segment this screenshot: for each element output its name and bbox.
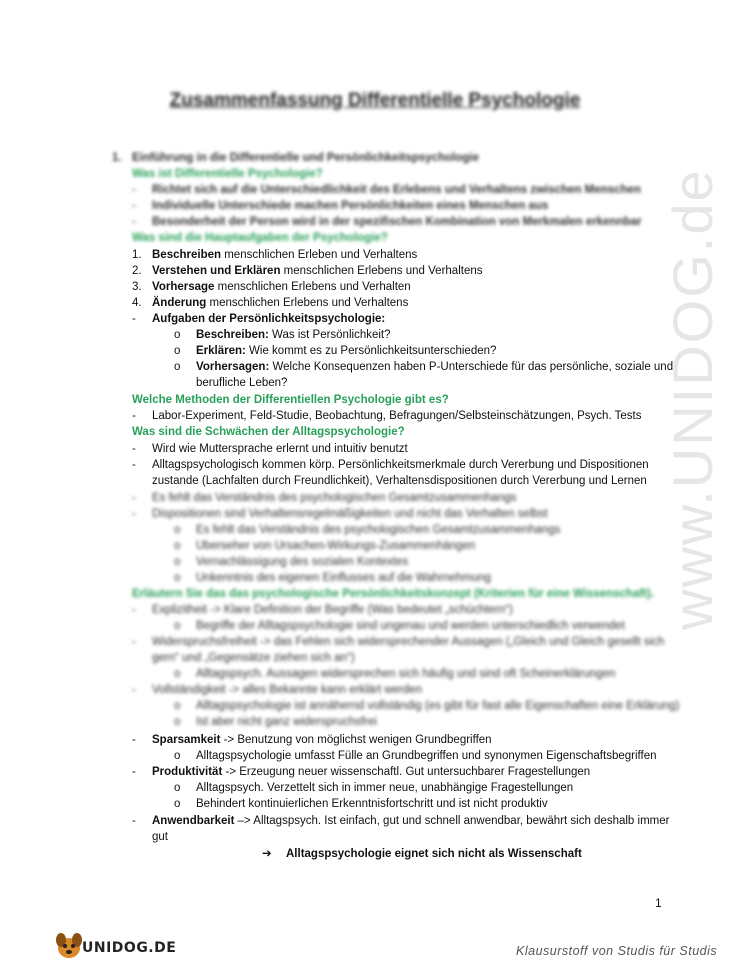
sub-list-item: Alltagspsychologie umfasst Fülle an Grundbegriffen und synonymen Eigenschaftsbegriffen: [196, 750, 657, 762]
bullet-dash: -: [132, 443, 136, 455]
bullet-dash: -: [132, 410, 136, 422]
list-item: [152, 263, 482, 279]
bullet-circle: o: [174, 716, 181, 728]
sub-list-item: Alltagspsych. Verzettelt sich in immer neue, unabhängige Fragestellungen: [196, 782, 574, 794]
bullet-dash: -: [132, 184, 136, 196]
list-item: [152, 279, 411, 295]
sub-item-text: Wie kommt es zu Persönlichkeitsunterschieden?: [245, 345, 497, 357]
page-number: 1: [655, 896, 662, 910]
bullet-circle: o: [174, 556, 181, 568]
blurred-sub-item: Ist aber nicht ganz widerspruchsfrei: [196, 716, 377, 728]
section-number: 1.: [112, 152, 122, 164]
blurred-criterion-continuation: gern“ und „Gegensätze ziehen sich an“): [152, 652, 355, 664]
list-item-bold: Verstehen und Erklären: [152, 265, 281, 277]
question-methoden: Welche Methoden der Differentiellen Psychologie gibt es?: [132, 394, 449, 406]
bullet-dash: -: [132, 313, 136, 325]
bullet-circle: o: [174, 798, 181, 810]
schwaeche-item-continuation: zustande (Lachfalten durch Freundlichkeit), Verhaltensdispositionen durch Vererbung und Lernen: [152, 475, 647, 487]
blurred-bullet: Es fehlt das Verständnis des psychologischen Gesamtzusammenhangs: [152, 492, 517, 504]
sub-item-bold: Beschreiben:: [196, 329, 269, 341]
list-item-text: menschlichen Erleben und Verhaltens: [221, 249, 418, 261]
blurred-sub-item: Überseher von Ursachen-Wirkungs-Zusammenhängen: [196, 540, 476, 552]
criterion-continuation: gut: [152, 831, 168, 843]
blurred-bullet: Dispositionen sind Verhaltensregelmäßigkeiten und nicht das Verhalten selbst: [152, 508, 548, 520]
criterion-text: -> Erzeugung neuer wissenschaftl. Gut untersuchbarer Fragestellungen: [222, 766, 591, 778]
criterion-bold: Sparsamkeit: [152, 734, 221, 746]
bullet-circle: o: [174, 572, 181, 584]
schwaeche-item: Wird wie Muttersprache erlernt und intuitiv benutzt: [152, 443, 408, 455]
sub-list-item: [196, 327, 391, 343]
logo-text: UNIDOG.DE: [82, 940, 177, 956]
blurred-bullet: Besonderheit der Person wird in der spezifischen Kombination von Merkmalen erkennbar: [152, 216, 642, 228]
bullet-circle: o: [174, 750, 181, 762]
bullet-dash: -: [132, 766, 136, 778]
aufgaben-label: Aufgaben der Persönlichkeitspsychologie:: [152, 313, 386, 325]
criterion-anwendbarkeit: [152, 813, 669, 829]
blurred-sub-item: Alltagspsychologie ist annähernd vollständig (es gibt für fast alle Eigenschaften eine Erklärung): [196, 700, 680, 712]
criterion-bold: Produktivität: [152, 766, 223, 778]
list-item-bold: Vorhersage: [152, 281, 215, 293]
footer-logo: [52, 928, 182, 962]
question-was-ist: Was ist Differentielle Psychologie?: [132, 168, 323, 180]
sub-item-bold: Erklären:: [196, 345, 246, 357]
bullet-dash: -: [132, 684, 136, 696]
list-item: [152, 295, 408, 311]
dog-logo-icon: [52, 928, 86, 962]
blurred-sub-item: Vernachlässigung des sozialen Kontextes: [196, 556, 409, 568]
criterion-bold: Anwendbarkeit: [152, 815, 235, 827]
blurred-bullet: Richtet sich auf die Unterschiedlichkeit des Erlebens und Verhaltens zwischen Menschen: [152, 184, 641, 196]
bullet-dash: -: [132, 604, 136, 616]
list-item-number: 1.: [132, 249, 142, 261]
blurred-sub-item: Alltagspsych. Aussagen widersprechen sich häufig und sind oft Scheinerklärungen: [196, 668, 616, 680]
blurred-bullet: Individuelle Unterschiede machen Persönlichkeiten eines Menschen aus: [152, 200, 549, 212]
bullet-dash: -: [132, 216, 136, 228]
bullet-circle: o: [174, 329, 181, 341]
blurred-sub-item: Unkenntnis des eigenen Einflusses auf die Wahrnehmung: [196, 572, 491, 584]
conclusion-text: Alltagspsychologie eignet sich nicht als Wissenschaft: [286, 848, 582, 860]
bullet-circle: o: [174, 524, 181, 536]
section-heading: Einführung in die Differentielle und Persönlichkeitspsychologie: [132, 152, 479, 164]
arrow-right-icon: ➔: [262, 848, 272, 860]
bullet-circle: o: [174, 782, 181, 794]
bullet-dash: -: [132, 508, 136, 520]
bullet-dash: -: [132, 200, 136, 212]
sub-item-text: Welche Konsequenzen haben P-Unterschiede für das persönliche, soziale und: [269, 361, 674, 373]
bullet-circle: o: [174, 540, 181, 552]
question-schwaechen: Was sind die Schwächen der Alltagspsychologie?: [132, 426, 405, 438]
list-item-number: 4.: [132, 297, 142, 309]
list-item-text: menschlichen Erlebens und Verhalten: [214, 281, 411, 293]
bullet-dash: -: [132, 815, 136, 827]
list-item-number: 2.: [132, 265, 142, 277]
schwaeche-item: Alltagspsychologisch kommen körp. Persönlichkeitsmerkmale durch Vererbung und Dispositionen: [152, 459, 649, 471]
bullet-circle: o: [174, 700, 181, 712]
question-erlaeutern: Erläutern Sie das das psychologische Persönlichkeitskonzept (Kriterien für eine Wissenschaft).: [132, 588, 655, 600]
blurred-criterion: Widerspruchsfreiheit -> das Fehlen sich widersprechender Aussagen („Gleich und Gleich gesellt sich: [152, 636, 665, 648]
list-item-number: 3.: [132, 281, 142, 293]
bullet-dash: -: [132, 636, 136, 648]
bullet-dash: -: [132, 734, 136, 746]
list-item-bold: Änderung: [152, 297, 207, 309]
list-item: [152, 247, 417, 263]
criterion-text: -> Benutzung von möglichst wenigen Grundbegriffen: [220, 734, 492, 746]
bullet-circle: o: [174, 668, 181, 680]
sub-list-item: Behindert kontinuierlichen Erkenntnisfortschritt und ist nicht produktiv: [196, 798, 548, 810]
blurred-sub-item: Es fehlt das Verständnis des psychologischen Gesamtzusammenhangs: [196, 524, 561, 536]
footer-slogan: Klausurstoff von Studis für Studis: [516, 944, 718, 958]
blurred-criterion: Explizitheit -> Klare Definition der Begriffe (Was bedeutet „schüchtern“): [152, 604, 513, 616]
sub-item-text: Was ist Persönlichkeit?: [268, 329, 391, 341]
sub-list-item: [196, 343, 496, 359]
blurred-sub-item: Begriffe der Alltagspsychologie sind ungenau und werden unterschiedlich verwendet: [196, 620, 625, 632]
criterion-text: –> Alltagspsych. Ist einfach, gut und schnell anwendbar, bewährt sich deshalb immer: [234, 815, 670, 827]
list-item-bold: Beschreiben: [152, 249, 222, 261]
list-item-text: menschlichen Erlebens und Verhaltens: [280, 265, 483, 277]
bullet-circle: o: [174, 345, 181, 357]
bullet-dash: -: [132, 492, 136, 504]
blurred-criterion: Vollständigkeit -> alles Bekannte kann erklärt werden: [152, 684, 423, 696]
criterion-produktivitaet: [152, 764, 590, 780]
sub-item-continuation: berufliche Leben?: [196, 377, 288, 389]
page-title: Zusammenfassung Differentielle Psychologie: [169, 90, 581, 111]
sub-item-bold: Vorhersagen:: [196, 361, 270, 373]
watermark-text: www.UNIDOG.de: [661, 168, 724, 630]
bullet-circle: o: [174, 620, 181, 632]
methoden-text: Labor-Experiment, Feld-Studie, Beobachtung, Befragungen/Selbsteinschätzungen, Psych. Tests: [152, 410, 642, 422]
list-item-text: menschlichen Erlebens und Verhaltens: [206, 297, 409, 309]
criterion-sparsamkeit: [152, 732, 492, 748]
bullet-circle: o: [174, 361, 181, 373]
sub-list-item: [196, 359, 673, 375]
question-hauptaufgaben: Was sind die Hauptaufgaben der Psychologie?: [132, 232, 388, 244]
bullet-dash: -: [132, 459, 136, 471]
